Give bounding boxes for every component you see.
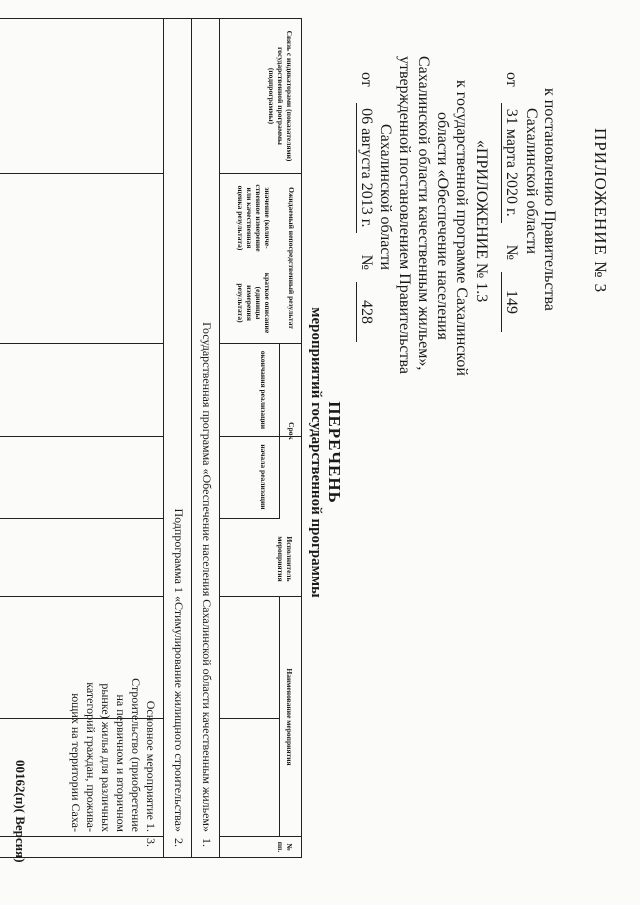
row-3-line: категорий граждан, прожива- [84,682,98,832]
appendix-title: ПРИЛОЖЕНИЕ № 3 [591,128,610,294]
header-num: № пп. [276,841,294,853]
row-3-text [68,602,158,832]
sub-appendix-title: «ПРИЛОЖЕНИЕ № 1.3 [473,140,490,303]
sub-appendix-number: 428 [356,282,375,342]
appendix-date-prefix: от [503,72,520,87]
row-3-num: 3. [144,838,158,847]
list-subtitle: мероприятий государственной программы [308,307,324,598]
header-name: Наименование мероприятия [285,668,294,766]
header-link: Связь с индикаторами (показателями) государственной программы (подпрограммы) [267,30,294,162]
sub-appendix-number-sign: № [358,254,375,271]
header-term-start: начала реализации [259,444,268,510]
row-1-num: 1. [200,838,214,847]
appendix-region: Сахалинской области [523,108,540,255]
row-3-line: рынке) жилья для различных [99,683,113,832]
header-result-value: значение (количе-ственное измерение или качественная оценка результата) [236,184,272,252]
sub-appendix-line5: Сахалинской области [377,124,394,271]
row-2-text: Подпрограмма 1 «Стимулирование жилищного строительства» [172,508,186,832]
appendix-date-line [501,72,520,332]
sub-appendix-line4: утвержденной постановлением Правительства [396,56,413,374]
sub-appendix-date-line [356,72,375,342]
appendix-number: 149 [501,272,520,332]
row-3-line: ющих на территории Саха- [69,693,83,832]
sub-appendix-line1: к государственной программе Сахалинской [453,80,470,376]
sub-appendix-date: 06 августа 2013 г. [356,103,375,233]
sub-appendix-line3: Сахалинской области качественным жильем», [415,56,432,371]
header-term-end: окончания реализации [259,350,268,430]
header-term: Срок [287,422,296,440]
row-3-line: Основное мероприятие 1. [144,700,158,832]
list-title: ПЕРЕЧЕНЬ [325,401,344,504]
row-1-text: Государственная программа «Обеспечение населения Сахалинской области качественным жильем» [200,322,214,832]
header-executor: Исполнитель мероприятия [276,536,294,582]
footer-code: 00162(п)( Версия) [13,760,28,863]
row-3-line: на первичном и вторичном [114,694,128,832]
header-result: Ожидаемый непосредственный результат [287,187,296,329]
appendix-resolution-line: к постановлению Правительства [541,88,558,311]
sub-appendix-line2: области «Обеспечение населения [434,112,451,340]
sub-appendix-date-prefix: от [358,72,375,87]
appendix-date: 31 марта 2020 г. [501,103,520,223]
row-3-line: Строительство (приобретение [129,678,143,832]
header-result-desc: краткое описание (единицы измерения результата) [236,272,272,334]
appendix-number-sign: № [503,244,520,261]
row-2-num: 2. [172,838,186,847]
measures-table [0,18,302,858]
